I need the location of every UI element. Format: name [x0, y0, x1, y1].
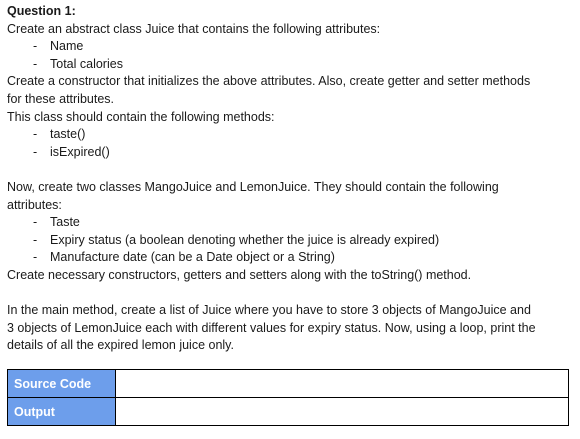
bullet-dash: -	[33, 215, 38, 230]
subclasses-text-cont: attributes:	[7, 197, 62, 212]
attribute-name: Name	[50, 39, 84, 54]
question-title: Question 1:	[7, 4, 76, 18]
constructor-text-cont: for these attributes.	[7, 91, 115, 106]
methods-intro: This class should contain the following methods:	[7, 109, 275, 124]
main-method-text-3: details of all the expired lemon juice only.	[7, 338, 234, 353]
list-item	[7, 232, 580, 250]
output-cell[interactable]	[116, 398, 569, 426]
intro-text: Create an abstract class Juice that contains the following attributes:	[7, 21, 381, 36]
method-taste: taste()	[50, 127, 86, 142]
list-item	[7, 144, 580, 162]
main-method-text-2: 3 objects of LemonJuice each with different values for expiry status. Now, using a loop, print the	[7, 320, 536, 335]
table-row	[8, 370, 569, 398]
method-isexpired: isExpired()	[50, 144, 110, 159]
list-item	[7, 56, 580, 74]
bullet-dash: -	[33, 144, 38, 159]
answer-table	[7, 369, 569, 426]
bullet-dash: -	[33, 127, 38, 142]
source-code-label: Source Code	[8, 370, 116, 398]
necessary-text: Create necessary constructors, getters and setters along with the toString() method.	[7, 267, 472, 282]
spacer	[7, 161, 580, 179]
bullet-dash: -	[33, 232, 38, 247]
list-item	[7, 38, 580, 56]
sub-attribute-expiry: Expiry status (a boolean denoting whether the juice is already expired)	[50, 232, 440, 247]
subclasses-text: Now, create two classes MangoJuice and LemonJuice. They should contain the following	[7, 179, 499, 194]
source-code-cell[interactable]	[116, 370, 569, 398]
bullet-dash: -	[33, 56, 38, 71]
sub-attribute-taste: Taste	[50, 215, 80, 230]
sub-attribute-manufacture: Manufacture date (can be a Date object or a String)	[50, 250, 335, 265]
list-item	[7, 214, 580, 232]
list-item	[7, 249, 580, 267]
bullet-dash: -	[33, 39, 38, 54]
table-row	[8, 398, 569, 426]
main-method-text: In the main method, create a list of Juice where you have to store 3 objects of MangoJuice and	[7, 303, 531, 318]
output-label: Output	[8, 398, 116, 426]
spacer	[7, 285, 580, 303]
bullet-dash: -	[33, 250, 38, 265]
constructor-text: Create a constructor that initializes the above attributes. Also, create getter and setter methods	[7, 74, 531, 89]
attribute-calories: Total calories	[50, 56, 123, 71]
list-item	[7, 126, 580, 144]
